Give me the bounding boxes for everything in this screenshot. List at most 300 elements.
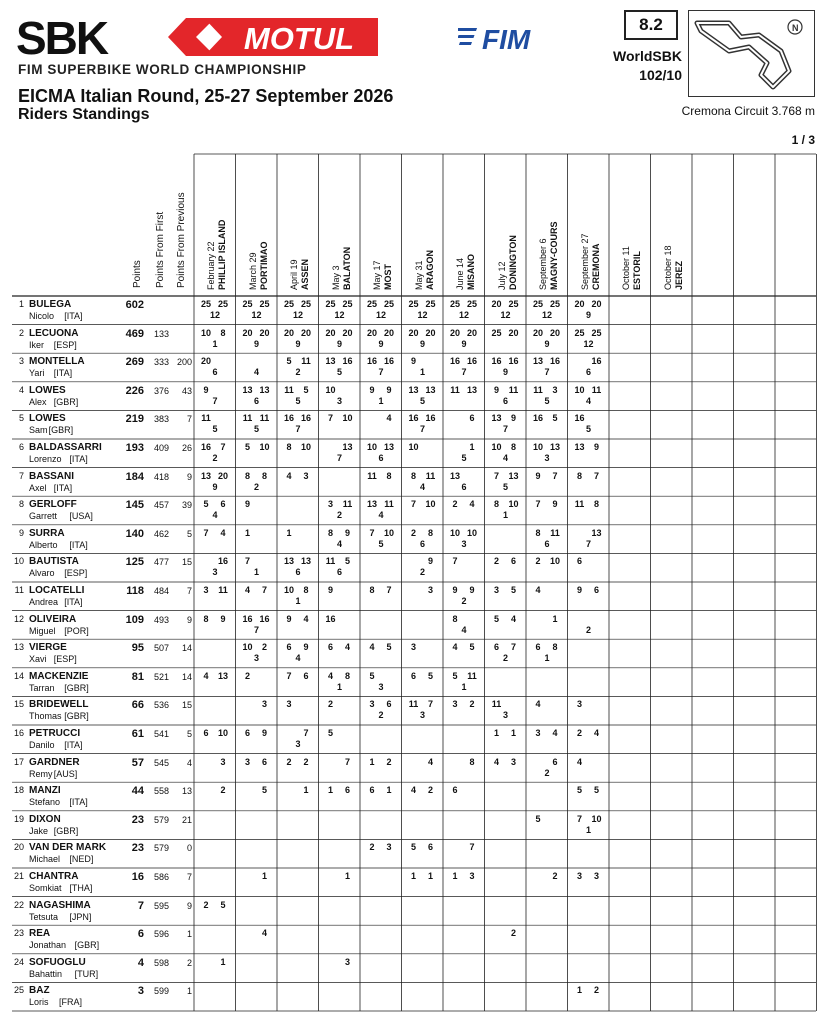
race2-score: 9 <box>469 585 475 595</box>
rider-points-from-first: 457 <box>153 500 169 511</box>
race1-score: 16 <box>491 356 502 367</box>
race2-score: 2 <box>552 871 558 881</box>
superpole-race-score: 5 <box>502 481 508 492</box>
race1-score: 9 <box>369 384 375 395</box>
race2-score: 5 <box>427 670 433 681</box>
race2-score: 8 <box>427 527 433 538</box>
superpole-race-score: 1 <box>461 681 467 692</box>
superpole-race-score: 1 <box>336 681 342 692</box>
round-name: DONINGTON <box>507 235 518 290</box>
superpole-race-score: 7 <box>502 424 508 435</box>
rider-points-from-previous: 200 <box>176 357 192 368</box>
rider-points-from-previous: 5 <box>186 528 192 539</box>
race2-score: 9 <box>510 413 516 424</box>
rider-first-name: Bahattin <box>29 968 63 979</box>
rider-first-name: Alberto <box>29 539 58 550</box>
rider-points-from-first: 579 <box>153 843 169 854</box>
rider-points-from-previous: 26 <box>181 443 192 453</box>
race1-score: 11 <box>284 384 294 395</box>
rider-nationality: [GBR] <box>74 940 100 951</box>
race1-score: 2 <box>286 756 292 767</box>
race1-score: 16 <box>283 413 294 424</box>
rider-nationality: [ITA] <box>69 539 88 550</box>
superpole-race-score: 2 <box>295 367 301 378</box>
race1-score: 11 <box>325 556 336 567</box>
race2-score: 13 <box>342 442 353 452</box>
race1-score: 5 <box>410 842 416 853</box>
rider-position: 18 <box>13 785 24 796</box>
race2-score: 4 <box>344 642 350 653</box>
race1-score: 9 <box>535 470 541 481</box>
superpole-race-score: 7 <box>295 424 301 435</box>
rider-nationality: [POR] <box>64 625 89 636</box>
rider-nationality: [ESP] <box>53 654 77 665</box>
race1-score: 20 <box>574 299 585 309</box>
rider-points-from-first: 133 <box>153 328 169 339</box>
race1-score: 7 <box>410 499 416 510</box>
race2-score: 1 <box>261 871 267 881</box>
superpole-race-score: 6 <box>336 567 342 578</box>
race2-score: 25 <box>259 299 270 309</box>
race2-score: 16 <box>342 356 353 367</box>
rider-nationality: [JPN] <box>69 911 92 922</box>
race2-score: 25 <box>591 327 602 338</box>
race1-score: 1 <box>244 527 250 538</box>
race1-score: 2 <box>535 556 541 567</box>
race2-score: 10 <box>259 442 270 452</box>
rider-points: 226 <box>125 384 144 397</box>
race1-score: 3 <box>493 585 499 595</box>
rider-first-name: Alex <box>29 396 47 407</box>
race2-score: 25 <box>383 299 394 309</box>
superpole-race-score: 9 <box>461 338 467 349</box>
rider-first-name: Garrett <box>29 511 58 522</box>
superpole-race-score: 6 <box>253 395 259 406</box>
superpole-race-score: 4 <box>419 481 425 492</box>
race2-score: 16 <box>259 613 270 624</box>
race2-score: 16 <box>466 356 477 367</box>
race2-score: 5 <box>261 785 267 796</box>
race2-score: 8 <box>552 642 558 653</box>
rider-nationality: [AUS] <box>53 768 78 779</box>
rider-nationality: [NED] <box>69 854 94 865</box>
rider-first-name: Alvaro <box>29 568 55 579</box>
race1-score: 11 <box>450 384 460 395</box>
race2-score: 2 <box>510 928 516 939</box>
race2-score: 3 <box>261 699 267 710</box>
rider-points: 7 <box>137 899 144 912</box>
rider-points-from-first: 579 <box>153 814 169 825</box>
rider-points: 219 <box>125 413 144 426</box>
round-name: ASSEN <box>300 258 310 290</box>
rider-points-from-previous: 15 <box>181 700 192 711</box>
race1-score: 8 <box>493 499 499 510</box>
rider-nationality: [ITA] <box>69 797 88 808</box>
rider-points: 118 <box>126 585 144 597</box>
rider-points-from-previous: 5 <box>186 729 192 739</box>
race1-score: 8 <box>244 470 250 481</box>
rider-last-name: BRIDEWELL <box>29 699 89 711</box>
round-date: May 3 <box>330 265 341 290</box>
from-first-column-header: Points From First <box>155 211 166 288</box>
race2-score: 8 <box>303 585 309 595</box>
document-title: Riders Standings <box>18 106 150 123</box>
race1-score: 11 <box>533 384 543 395</box>
superpole-race-score: 9 <box>295 338 301 349</box>
race2-score: 1 <box>510 728 516 738</box>
rider-points-from-previous: 0 <box>186 843 192 854</box>
rider-last-name: CHANTRA <box>29 871 79 882</box>
rider-points-from-first: 418 <box>153 471 169 482</box>
rider-first-name: Xavi <box>29 654 47 665</box>
race2-score: 5 <box>220 899 226 910</box>
rider-position: 1 <box>18 299 24 309</box>
rider-last-name: GERLOFF <box>29 499 77 511</box>
race2-score: 13 <box>217 670 228 681</box>
round-name: MISANO <box>466 254 476 290</box>
rider-first-name: Stefano <box>29 797 61 808</box>
race2-score: 16 <box>508 356 519 367</box>
race2-score: 25 <box>549 299 560 309</box>
rider-last-name: OLIVEIRA <box>29 613 77 625</box>
race1-score: 7 <box>369 527 375 538</box>
round-name: PORTIMAO <box>258 241 269 290</box>
superpole-race-score: 1 <box>378 395 384 406</box>
race1-score: 11 <box>242 413 253 424</box>
race2-score: 6 <box>469 413 475 424</box>
superpole-race-score: 6 <box>212 367 218 378</box>
superpole-race-score: 9 <box>585 310 591 320</box>
race1-score: 13 <box>408 384 419 395</box>
superpole-race-score: 9 <box>212 481 218 492</box>
race2-score: 7 <box>552 470 558 481</box>
race1-score: 7 <box>286 670 292 681</box>
superpole-race-score: 6 <box>544 538 550 549</box>
race1-score: 1 <box>369 756 375 767</box>
rider-last-name: VAN DER MARK <box>29 842 107 854</box>
rider-points: 3 <box>137 985 144 998</box>
race2-score: 4 <box>593 728 599 738</box>
race2-score: 10 <box>342 413 353 424</box>
round-date: May 31 <box>413 260 424 290</box>
race2-score: 10 <box>300 442 311 452</box>
superpole-race-score: 6 <box>295 567 301 578</box>
race2-score: 20 <box>259 327 270 338</box>
circuit-name: Cremona Circuit 3.768 m <box>681 104 815 118</box>
rider-points-from-previous: 39 <box>181 500 192 511</box>
round-date: March 29 <box>247 252 258 290</box>
race2-score: 3 <box>220 756 226 767</box>
points-column-header: Points <box>132 260 143 288</box>
race1-score: 25 <box>242 299 253 309</box>
race2-score: 1 <box>303 785 309 796</box>
superpole-race-score: 7 <box>585 538 591 549</box>
superpole-race-score: 3 <box>544 453 550 463</box>
rider-points-from-first: 376 <box>153 385 169 396</box>
race1-score: 4 <box>452 642 458 653</box>
superpole-race-score: 5 <box>461 453 467 463</box>
round-name: BALATON <box>341 246 352 290</box>
race1-score: 5 <box>535 813 541 824</box>
superpole-race-score: 4 <box>502 453 508 463</box>
race2-score: 20 <box>217 470 228 481</box>
race1-score: 11 <box>408 699 419 710</box>
race1-score: 9 <box>244 499 250 510</box>
race1-score: 6 <box>452 785 458 796</box>
race2-score: 25 <box>466 299 477 309</box>
race2-score: 5 <box>469 642 475 653</box>
race2-score: 2 <box>427 785 433 796</box>
race1-score: 3 <box>369 699 375 710</box>
race1-score: 6 <box>535 642 541 653</box>
rider-points-from-first: 595 <box>153 900 169 911</box>
race2-score: 8 <box>469 756 475 767</box>
fim-mark: FIM <box>482 24 531 54</box>
race2-score: 3 <box>510 756 516 767</box>
rider-nationality: [ITA] <box>64 740 83 750</box>
race1-score: 10 <box>242 642 253 653</box>
race1-score: 13 <box>242 384 253 395</box>
superpole-race-score: 9 <box>419 338 425 349</box>
race1-score: 2 <box>244 670 250 681</box>
race1-score: 13 <box>449 470 460 481</box>
rider-first-name: Yari <box>29 368 45 379</box>
rider-first-name: Danilo <box>29 740 55 750</box>
superpole-race-score: 12 <box>251 310 262 320</box>
round-name: PHILLIP ISLAND <box>217 219 227 290</box>
race2-score: 7 <box>261 585 267 595</box>
race2-score: 6 <box>510 556 516 567</box>
rider-points: 184 <box>125 470 144 483</box>
race1-score: 13 <box>532 356 543 367</box>
rider-position: 14 <box>13 670 24 681</box>
race2-score: 4 <box>510 613 516 624</box>
race1-score: 6 <box>493 642 499 653</box>
race1-score: 25 <box>449 299 460 309</box>
race2-score: 11 <box>550 527 560 538</box>
race2-score: 7 <box>427 699 433 710</box>
race1-score: 16 <box>366 356 377 367</box>
race2-score: 2 <box>261 642 267 653</box>
rider-first-name: Michael <box>29 854 61 865</box>
superpole-race-score: 12 <box>334 310 345 320</box>
race1-score: 20 <box>200 356 211 367</box>
rider-first-name: Tarran <box>29 682 55 693</box>
race1-score: 16 <box>449 356 460 367</box>
rider-points-from-first: 536 <box>153 700 169 711</box>
race1-score: 4 <box>369 642 375 653</box>
rider-points: 61 <box>131 728 144 740</box>
rider-points: 125 <box>125 556 144 569</box>
race2-score: 25 <box>217 299 228 309</box>
race1-score: 10 <box>532 442 543 452</box>
superpole-race-score: 12 <box>541 310 552 320</box>
race2-score: 7 <box>593 470 599 481</box>
rider-nationality: [GBR] <box>53 825 79 836</box>
race1-score: 4 <box>493 756 499 767</box>
rider-last-name: SOFUOGLU <box>29 956 86 968</box>
race1-score: 5 <box>369 670 375 681</box>
rider-points-from-first: 507 <box>153 643 169 654</box>
rider-position: 17 <box>13 756 24 767</box>
rider-nationality: [ITA] <box>53 368 73 379</box>
race2-score: 9 <box>220 613 226 624</box>
superpole-race-score: 1 <box>585 824 591 835</box>
superpole-race-score: 12 <box>458 310 469 320</box>
race2-score: 20 <box>508 327 519 338</box>
superpole-race-score: 5 <box>585 424 591 435</box>
round-name: MAGNY-COURS <box>549 221 559 290</box>
race1-score: 6 <box>203 728 209 738</box>
race2-score: 16 <box>591 356 602 367</box>
rider-points: 4 <box>137 956 144 969</box>
rider-points: 140 <box>125 527 144 540</box>
race2-score: 16 <box>549 356 560 367</box>
rider-last-name: MANZI <box>29 785 61 797</box>
rider-last-name: NAGASHIMA <box>29 899 91 911</box>
rider-nationality: [GBR] <box>53 396 79 407</box>
superpole-race-score: 5 <box>544 395 550 406</box>
rider-nationality: [ITA] <box>69 454 88 464</box>
rider-first-name: Miguel <box>29 625 56 636</box>
round-date: June 14 <box>455 257 465 290</box>
round-date: April 19 <box>289 259 299 290</box>
rider-last-name: PETRUCCI <box>29 728 81 739</box>
rider-first-name: Nicolo <box>29 311 55 321</box>
event-title: EICMA Italian Round, 25-27 September 2026 <box>18 86 394 106</box>
superpole-race-score: 2 <box>419 567 425 578</box>
rider-last-name: MONTELLA <box>29 356 85 368</box>
race2-score: 7 <box>469 842 475 853</box>
rider-nationality: [TUR] <box>74 968 99 979</box>
race1-score: 25 <box>491 327 502 338</box>
rider-points-from-previous: 9 <box>186 614 192 625</box>
race2-score: 2 <box>469 699 475 710</box>
race1-score: 8 <box>410 470 416 481</box>
race2-score: 20 <box>342 327 353 338</box>
race2-score: 7 <box>303 728 309 738</box>
rider-position: 10 <box>13 556 24 567</box>
rider-position: 11 <box>14 585 24 595</box>
superpole-race-score: 12 <box>583 338 594 349</box>
race1-score: 16 <box>408 413 419 424</box>
rider-last-name: LECUONA <box>29 327 79 339</box>
rider-points-from-first: 333 <box>153 357 169 368</box>
race2-score: 1 <box>220 956 226 967</box>
superpole-race-score: 3 <box>419 710 425 721</box>
race1-score: 5 <box>203 499 209 510</box>
race2-score: 6 <box>220 499 226 510</box>
race1-score: 3 <box>203 585 209 595</box>
rider-last-name: DIXON <box>29 813 61 825</box>
race2-score: 10 <box>466 527 477 538</box>
rider-points-from-previous: 14 <box>181 643 192 654</box>
superpole-race-score: 5 <box>212 424 218 435</box>
superpole-race-score: 1 <box>212 338 218 349</box>
race1-score: 9 <box>576 585 582 595</box>
race2-score: 1 <box>552 613 558 624</box>
rider-points-from-previous: 9 <box>186 471 192 482</box>
rider-last-name: SURRA <box>29 527 65 539</box>
race2-score: 7 <box>220 442 226 452</box>
race2-score: 3 <box>303 470 309 481</box>
race2-score: 9 <box>593 442 599 452</box>
rider-position: 24 <box>13 956 24 967</box>
race1-score: 20 <box>283 327 294 338</box>
race2-score: 2 <box>220 785 226 796</box>
race1-score: 3 <box>576 699 582 710</box>
rider-points-from-previous: 7 <box>186 872 192 882</box>
rider-position: 8 <box>18 499 24 510</box>
rider-position: 15 <box>13 699 24 710</box>
rider-position: 4 <box>18 384 24 395</box>
race2-score: 1 <box>427 871 433 881</box>
race2-score: 10 <box>425 499 436 510</box>
rider-points: 16 <box>131 871 144 883</box>
race1-score: 13 <box>200 470 211 481</box>
from-previous-column-header: Points From Previous <box>176 192 187 288</box>
rider-position: 13 <box>13 642 24 653</box>
race1-score: 13 <box>366 499 377 510</box>
rider-points-from-first: 596 <box>153 929 169 940</box>
race1-score: 8 <box>203 613 209 624</box>
race1-score: 8 <box>535 527 541 538</box>
superpole-race-score: 6 <box>502 395 508 406</box>
race1-score: 7 <box>452 556 458 567</box>
race2-score: 2 <box>303 756 309 767</box>
superpole-race-score: 3 <box>295 739 301 749</box>
rider-last-name: BALDASSARRI <box>29 442 102 453</box>
superpole-race-score: 7 <box>461 367 467 378</box>
superpole-race-score: 9 <box>378 338 384 349</box>
race1-score: 13 <box>491 413 502 424</box>
rider-nationality: [USA] <box>69 511 93 522</box>
race1-score: 10 <box>449 527 460 538</box>
race1-score: 7 <box>535 499 541 510</box>
race1-score: 9 <box>410 356 416 367</box>
race2-score: 9 <box>427 556 433 567</box>
race2-score: 10 <box>591 813 602 824</box>
race1-score: 7 <box>244 556 250 567</box>
race2-score: 9 <box>344 527 350 538</box>
rider-first-name: Somkiat <box>29 883 62 893</box>
rider-points: 193 <box>125 442 144 454</box>
rider-last-name: BAUTISTA <box>29 556 79 568</box>
race1-score: 4 <box>203 670 209 681</box>
superpole-race-score: 1 <box>419 367 425 378</box>
race1-score: 25 <box>283 299 294 309</box>
race2-score: 3 <box>469 871 475 881</box>
race1-score: 4 <box>576 756 582 767</box>
race2-score: 9 <box>303 642 309 653</box>
race1-score: 8 <box>286 442 292 452</box>
superpole-race-score: 1 <box>502 510 508 521</box>
superpole-race-score: 7 <box>253 624 259 635</box>
race1-score: 20 <box>366 327 377 338</box>
document-code-box: 8.2 <box>624 10 678 40</box>
race2-score: 13 <box>549 442 560 452</box>
race1-score: 20 <box>532 327 543 338</box>
rider-points-from-first: 599 <box>153 986 169 997</box>
race2-score: 5 <box>552 413 558 424</box>
rider-last-name: MACKENZIE <box>29 670 89 682</box>
superpole-race-score: 5 <box>378 538 384 549</box>
superpole-race-score: 3 <box>378 681 384 692</box>
race2-score: 25 <box>425 299 436 309</box>
race2-score: 7 <box>386 585 392 595</box>
round-name: ESTORIL <box>632 251 642 290</box>
superpole-race-score: 12 <box>292 310 303 320</box>
